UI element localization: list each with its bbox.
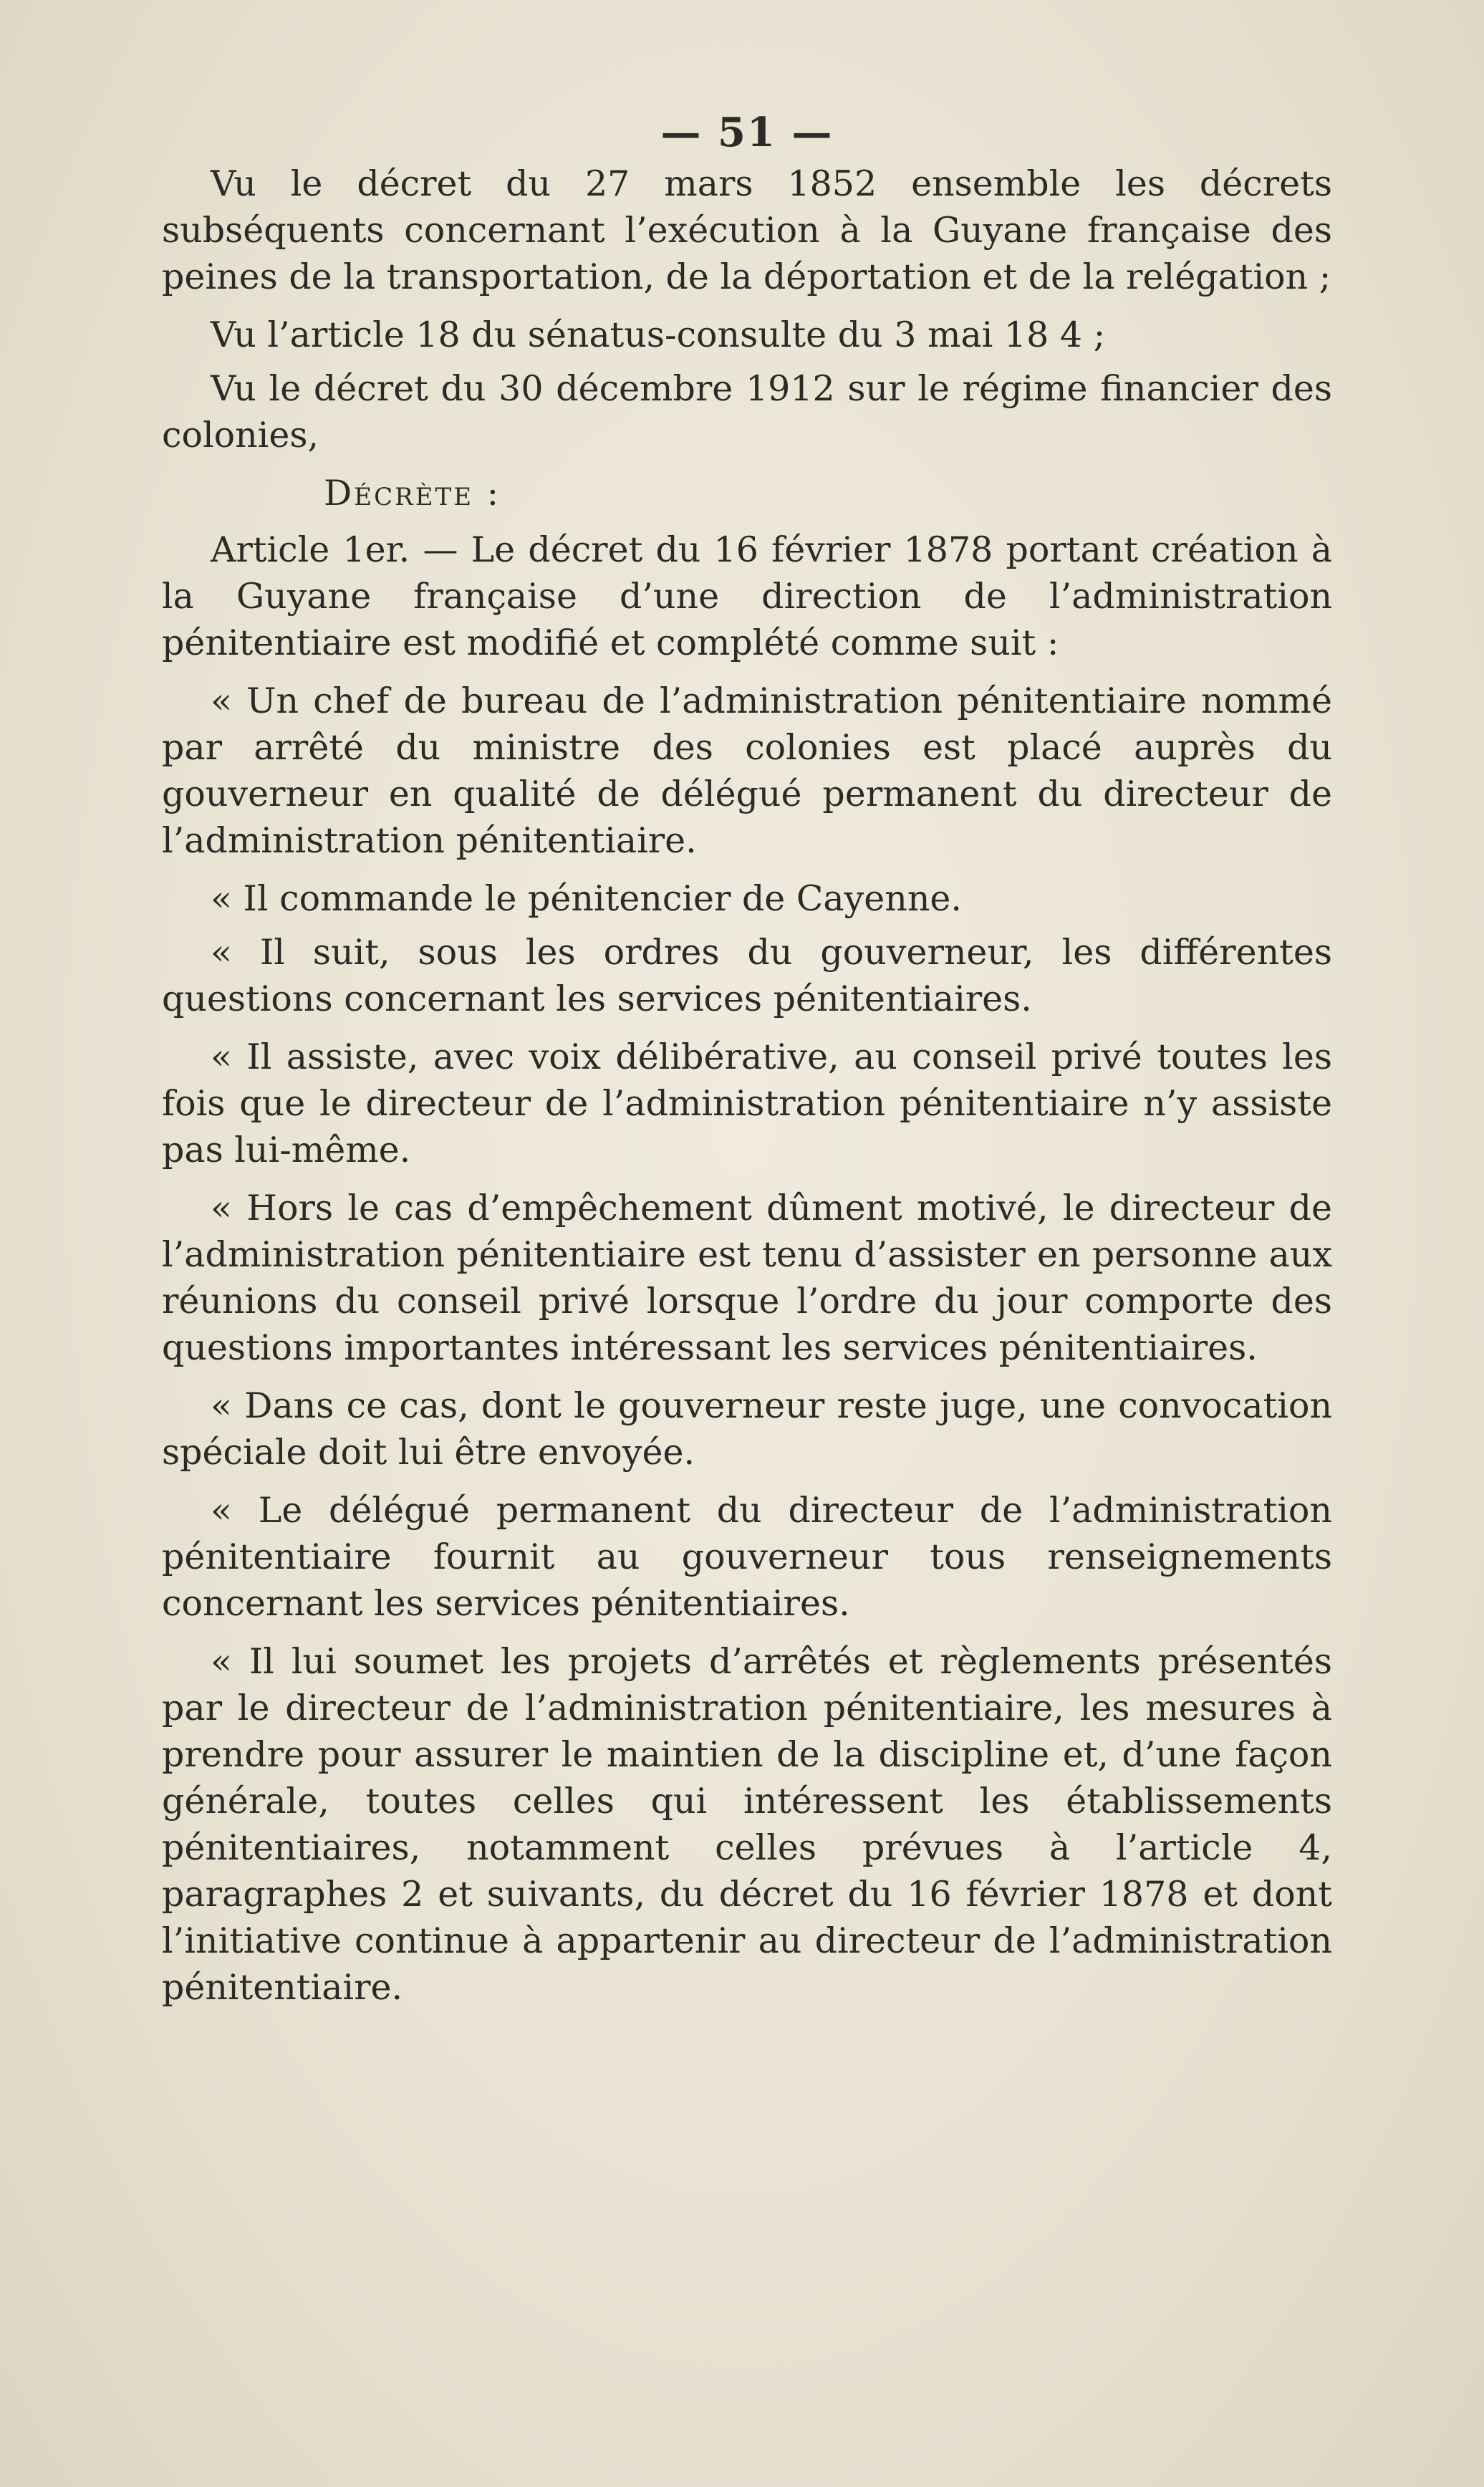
- decree-heading: Décrète :: [324, 473, 501, 514]
- paragraph-senatus-consulte: Vu l’article 18 du sénatus-consulte du 3 mai 18 4 ;: [211, 314, 1106, 355]
- paragraph-renseignements: « Le délégué permanent du directeur de l’administration pénitentiaire fournit au gouverneur tous renseignements concernant les services pénitentiaires.: [162, 1490, 1332, 1624]
- paragraph-ordres-gouverneur: « Il suit, sous les ordres du gouverneur, les différentes questions concernant les services pénitentiaires.: [162, 932, 1332, 1019]
- document-body: [162, 107, 1332, 2022]
- paragraph-decret-1852: Vu le décret du 27 mars 1852 ensemble les décrets subséquents concernant l’exécution à la Guyane française des peines de la transportation, de la déportation et de la relégation ;: [162, 163, 1332, 297]
- paragraph-chef-de-bureau: « Un chef de bureau de l’administration pénitentiaire nommé par arrêté du ministre des colonies est placé auprès du gouverneur en qualité de délégué permanent du directeur de l’administration pénitentiaire.: [162, 680, 1332, 861]
- paragraph-decret-1912: Vu le décret du 30 décembre 1912 sur le régime financier des colonies,: [162, 368, 1332, 456]
- paragraph-convocation: « Dans ce cas, dont le gouverneur reste juge, une convocation spéciale doit lui être envoyée.: [162, 1385, 1332, 1473]
- page-number: — 51 —: [660, 109, 834, 156]
- paragraph-empechement: « Hors le cas d’empêchement dûment motivé, le directeur de l’administration pénitentiaire est tenu d’assister en personne aux réunions du conseil privé lorsque l’ordre du jour comporte des questions importantes intéressant les services pénitentiaires.: [162, 1188, 1332, 1368]
- paragraph-projets-arretes: « Il lui soumet les projets d’arrêtés et règlements présentés par le directeur de l’administration pénitentiaire, les mesures à prendre pour assurer le maintien de la discipline et, d’une façon générale, toutes celles qui intéressent les établissements pénitentiaires, notamment celles prévues à l’article 4, paragraphes 2 et suivants, du décret du 16 février 1878 et dont l’initiative continue à appartenir au directeur de l’administration pénitentiaire.: [162, 1641, 1332, 2008]
- paragraph-penitencier-cayenne: « Il commande le pénitencier de Cayenne.: [211, 878, 962, 919]
- paragraph-conseil-prive: « Il assiste, avec voix délibérative, au conseil privé toutes les fois que le directeur de l’administration pénitentiaire n’y assiste pas lui-même.: [162, 1036, 1332, 1170]
- paragraph-article-1: Article 1er. — Le décret du 16 février 1878 portant création à la Guyane française d’une direction de l’administration pénitentiaire est modifié et complété comme suit :: [162, 529, 1332, 663]
